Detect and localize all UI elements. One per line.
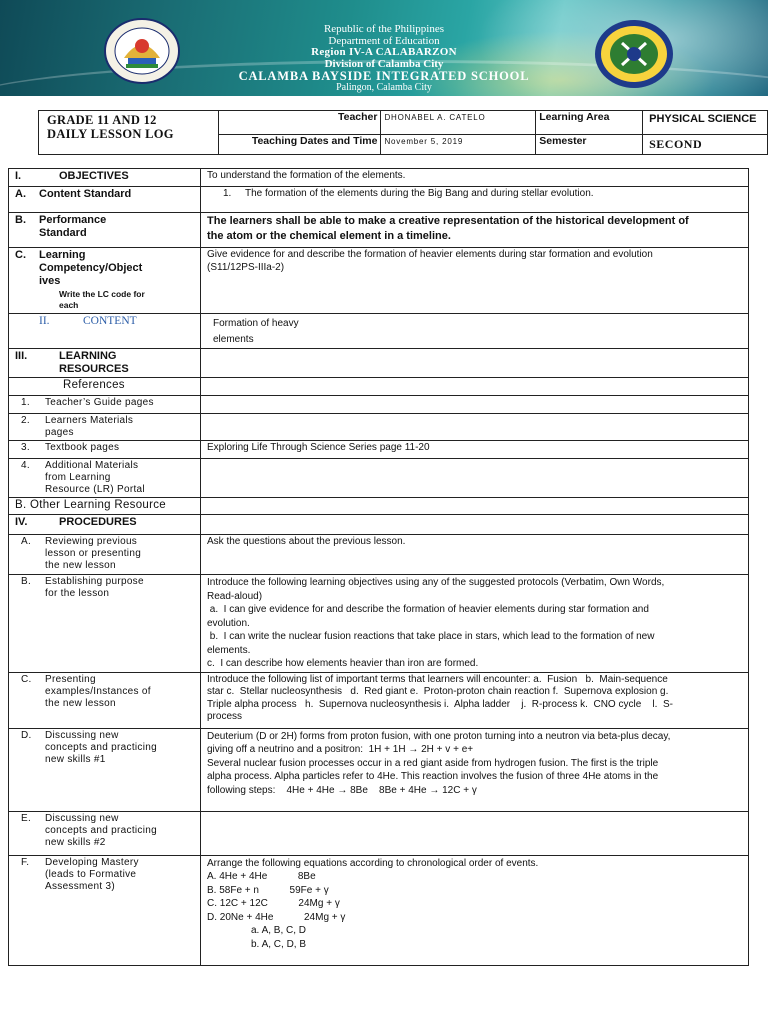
references-row [9,378,749,396]
learning-area-label: Learning Area [536,111,643,135]
performance-standard-value: The learners shall be able to make a creative representation of the historical development of the atom or the chemical element in a timeline. [201,213,749,248]
textbook-row: 3. Textbook pages Exploring Life Through Science Series page 11-20 [9,441,749,459]
banner-school-name: CALAMBA BAYSIDE INTEGRATED SCHOOL [238,69,530,83]
teachers-guide-row: 1. Teacher’s Guide pages [9,396,749,414]
banner-address: Palingon, Calamba City [336,82,432,93]
procedure-b-label: Establishing purpose for the lesson [45,576,144,599]
procedure-b-row: B. Establishing purpose for the lesson Introduce the following learning objectives using any of the suggested protocols (Verbatim, Own Words, Read-aloud) a. I can give evidence for and describe the formation of heavier elements during star formation and evolution. b. I can write the nuclear fusion reactions that take place in stars, which lead to the formation of new elements. c. I can describe how elements heavier than iron are formed. [9,575,749,673]
textbook-value: Exploring Life Through Science Series page 11-20 [207,442,430,453]
content-row: II. CONTENT Formation of heavy elements [9,314,749,349]
additional-materials-label: Additional Materials from Learning Resource (LR) Portal [45,460,145,495]
procedures-label: PROCEDURES [59,516,137,528]
school-seal-logo [594,19,674,89]
dll-header-table [38,110,768,155]
performance-standard-label: Performance [39,214,107,226]
content-standard-row: A. Content Standard 1. The formation of the elements during the Big Bang and during stellar evolution. [9,187,749,213]
objectives-value: To understand the formation of the elements. [207,170,406,181]
semester-value: SECOND [643,135,768,155]
procedure-b-value: Introduce the following learning objectives using any of the suggested protocols (Verbatim, Own Words, Read-aloud) a. I can give evidence for and describe the formation of heavier elements during star formation and evolution. b. I can write the nuclear fusion reactions that take place in stars, which lead to the formation of new elements. c. I can describe how elements heavier than iron are formed. [201,575,749,673]
content-standard-value: The formation of the elements during the Big Bang and during stellar evolution. [245,188,594,199]
content-standard-label: Content Standard [39,188,132,200]
content-label: CONTENT [83,315,137,327]
objectives-row: I. OBJECTIVES To understand the formation of the elements. [9,169,749,187]
teachers-guide-label: Teacher’s Guide pages [45,397,154,408]
learning-competency-value: Give evidence for and describe the formation of heavier elements during star formation and evolution (S11/12PS-IIIa-2) [201,248,749,314]
banner-region: Region IV-A CALABARZON [311,46,457,58]
answer-choice-a: a. A, B, C, D [251,925,307,936]
procedure-d-label: Discussing new concepts and practicing new skills #1 [45,729,157,765]
banner-republic: Republic of the Philippines [323,23,445,35]
textbook-label: Textbook pages [45,442,120,453]
procedure-d-row: D. Discussing new concepts and practicing new skills #1 Deuterium (D or 2H) forms from proton fusion, with one proton turning into a neutron via beta-plus decay, giving off a neutrino and a positron: 1H + 1H → 2H + v + e+ Several nuclear fusion processes occur in a red giant aside from hydrogen fusion. The first is the triple alpha process. Alpha particles refer to 4He. This reaction involves the fusion of three 4He atoms in the following steps: 4He + 4He → 8Be 8Be + 4He → 12C + γ [9,728,749,811]
objectives-label: OBJECTIVES [59,170,129,182]
dll-title: GRADE 11 AND 12 DAILY LESSON LOG [39,111,219,155]
banner-division: Division of Calamba City [324,58,444,70]
lesson-plan-table [8,168,749,966]
teacher-label: Teacher [218,111,381,135]
teaching-dates-label: Teaching Dates and Time [218,135,381,155]
procedure-e-label: Discussing new concepts and practicing new skills #2 [45,812,157,848]
learners-materials-row: 2. Learners Materials pages [9,414,749,441]
performance-standard-row: B. Performance Standard The learners shall be able to make a creative representation of the historical development of the atom or the chemical element in a timeline. [9,213,749,248]
procedure-c-label: Presenting examples/Instances of the new lesson [45,673,151,709]
procedure-a-label: Reviewing previous lesson or presenting the new lesson [45,536,142,571]
procedure-f-row: F. Developing Mastery (leads to Formative Assessment 3) Arrange the following equations according to chronological order of events. A. 4He + 4He 8Be B. 58Fe + n 59Fe + γ C. 12C + 12C 24Mg + γ D. 20Ne + 4He 24Mg + γ a. A, B, C, D b. A, C, D, B [9,855,749,965]
procedure-c-value: Introduce the following list of important terms that learners will encounter: a. Fusion b. Main-sequence star c. Stellar nucleosynthesis d. Red giant e. Proton-proton chain reaction f. Supernova explosion g. Triple alpha process h. Supernova nucleosynthesis i. Alpha ladder j. R-process k. CNO cycle l. S- process [201,672,749,728]
lc-code-note: Write the LC code for each [59,289,145,310]
learners-materials-label: Learners Materials pages [45,415,134,438]
procedure-d-value: Deuterium (D or 2H) forms from proton fusion, with one proton turning into a neutron via beta-plus decay, giving off a neutrino and a positron: 1H + 1H → 2H + v + e+ Several nuclear fusion processes occur in a red giant aside from hydrogen fusion. The first is the triple alpha process. Alpha particles refer to 4He. This reaction involves the fusion of three 4He atoms in the following steps: 4He + 4He → 8Be 8Be + 4He → 12C + γ [201,728,749,811]
teacher-value: DHONABEL A. CATELO [381,111,536,135]
procedure-e-row: E. Discussing new concepts and practicing new skills #2 [9,811,749,855]
content-value: Formation of heavy elements [201,314,749,349]
additional-materials-row: 4. Additional Materials from Learning Resource (LR) Portal [9,459,749,498]
procedure-c-row: C. Presenting examples/Instances of the new lesson Introduce the following list of important terms that learners will encounter: a. Fusion b. Main-sequence star c. Stellar nucleosynthesis d. Red giant e. Proton-proton chain reaction f. Supernova explosion g. Triple alpha process h. Supernova nucleosynthesis i. Alpha ladder j. R-process k. CNO cycle l. S- process [9,672,749,728]
other-resource-row [9,498,749,515]
semester-label: Semester [536,135,643,155]
banner-department: Department of Education [328,35,440,47]
learning-competency-label: Learning [39,249,86,261]
procedure-f-label: Developing Mastery (leads to Formative Assessment 3) [45,856,139,892]
school-header-banner [0,0,768,96]
procedure-f-value: Arrange the following equations according to chronological order of events. A. 4He + 4He 8Be B. 58Fe + n 59Fe + γ C. 12C + 12C 24Mg + γ D. 20Ne + 4He 24Mg + γ a. A, B, C, D b. A, C, D, B [201,855,749,965]
learning-resources-label: LEARNING [59,350,117,362]
learning-area-value: PHYSICAL SCIENCE [643,111,768,135]
references-label: References [63,379,125,391]
learning-competency-row: C. Learning Competency/Object ives Write the LC code for each Give evidence for and describe the formation of heavier elements during star formation and evolution (S11/12PS-IIIa-2) [9,248,749,314]
teaching-dates-value: November 5, 2019 [381,135,536,155]
other-resource-label: B. Other Learning Resource [15,499,166,511]
procedures-row: IV. PROCEDURES [9,515,749,535]
learning-resources-row: III. LEARNING RESOURCES [9,349,749,378]
answer-choice-b: b. A, C, D, B [251,938,307,950]
procedure-a-row: A. Reviewing previous lesson or presenting the new lesson Ask the questions about the previous lesson. [9,535,749,575]
procedure-a-value: Ask the questions about the previous lesson. [207,536,406,547]
